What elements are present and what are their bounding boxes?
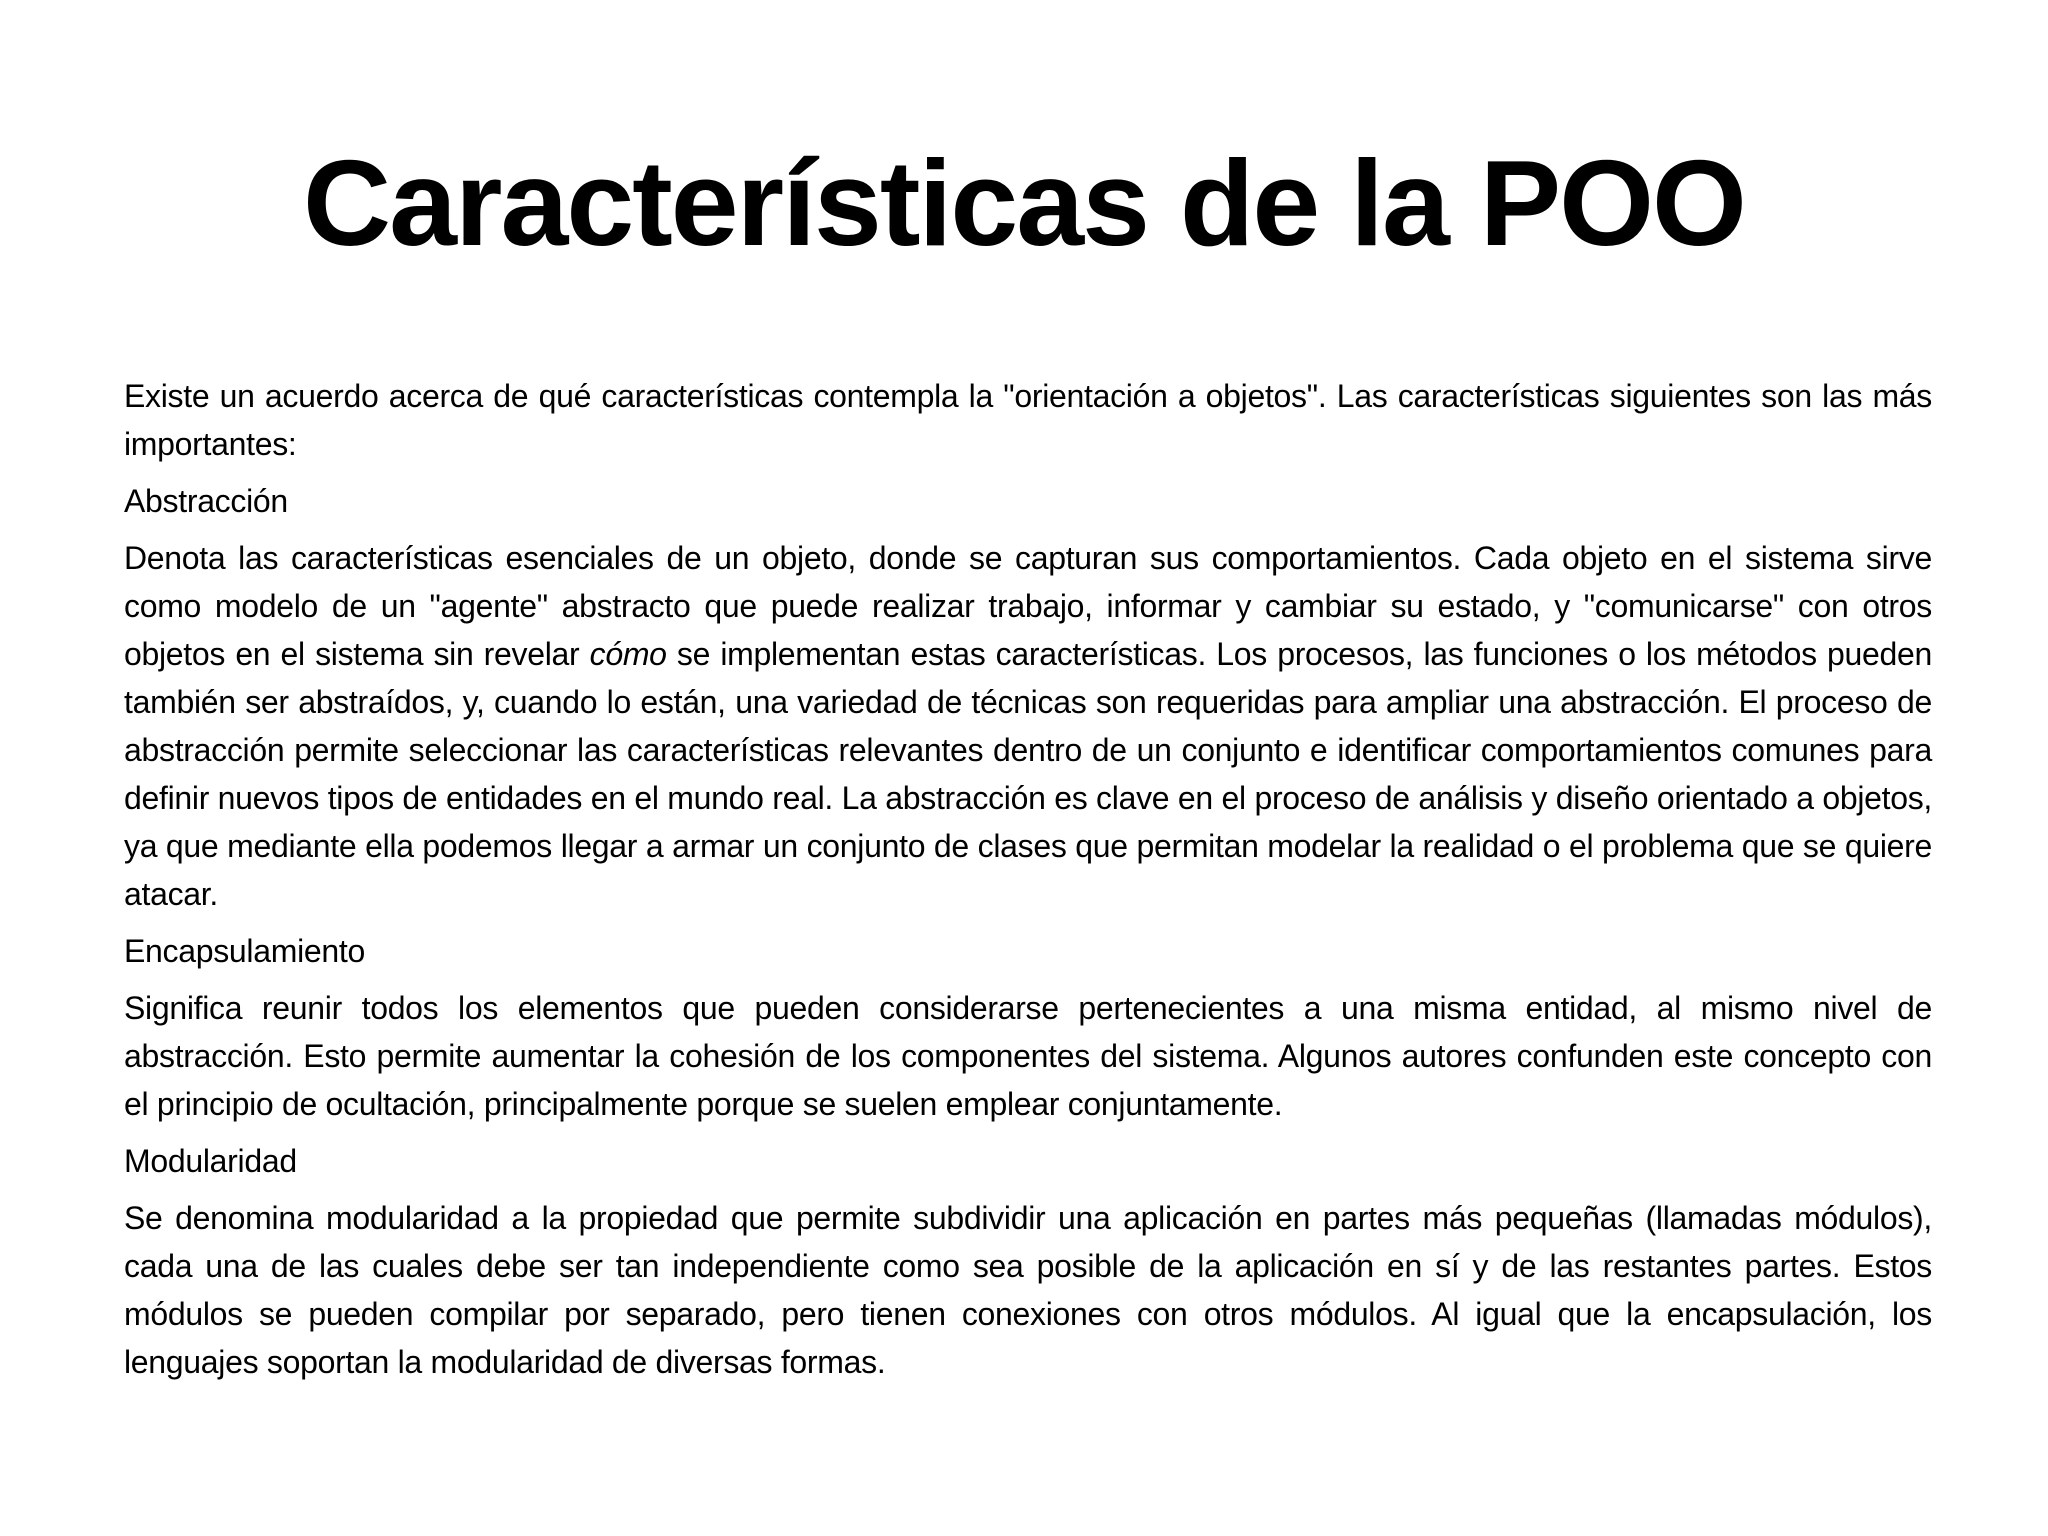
section-heading-abstraccion: Abstracción	[124, 483, 288, 519]
slide-title: Características de la POO	[303, 135, 1745, 271]
abstraccion-italic-word: cómo	[589, 636, 667, 672]
intro-paragraph: Existe un acuerdo acerca de qué características contempla la "orientación a objetos". Las características siguientes son las más importantes:	[124, 378, 1932, 462]
abstraccion-text-part-2: se implementan estas características. Los procesos, las funciones o los métodos pueden también ser abstraídos, y, cuando lo están, una variedad de técnicas son requeridas para ampliar una abstracción. El proceso de abstracción permite seleccionar las características relevantes dentro de un conjunto e identificar comportamientos comunes para definir nuevos tipos de entidades en el mundo real. La abstracción es clave en el proceso de análisis y diseño orientado a objetos, ya que mediante ella podemos llegar a armar un conjunto de clases que permitan modelar la realidad o el problema que se quiere atacar.	[124, 636, 1932, 912]
section-heading-encapsulamiento: Encapsulamiento	[124, 933, 365, 969]
section-heading-modularidad: Modularidad	[124, 1143, 297, 1179]
abstraccion-text-part-1: Denota las características esenciales de un objeto, donde se capturan sus comportamientos. Cada objeto en el sistema sirve como modelo de un "agente" abstracto que puede realizar trabajo, informar y cambiar su estado, y "comunicarse" con otros objetos en el sistema sin revelar	[124, 540, 1932, 672]
section-body-abstraccion	[124, 534, 1932, 918]
section-body-modularidad: Se denomina modularidad a la propiedad que permite subdividir una aplicación en partes más pequeñas (llamadas módulos), cada una de las cuales debe ser tan independiente como sea posible de la aplicación en sí y de las restantes partes. Estos módulos se pueden compilar por separado, pero tienen conexiones con otros módulos. Al igual que la encapsulación, los lenguajes soportan la modularidad de diversas formas.	[124, 1200, 1932, 1380]
slide-body	[124, 372, 1932, 1395]
section-body-encapsulamiento: Significa reunir todos los elementos que pueden considerarse pertenecientes a una misma entidad, al mismo nivel de abstracción. Esto permite aumentar la cohesión de los componentes del sistema. Algunos autores confunden este concepto con el principio de ocultación, principalmente porque se suelen emplear conjuntamente.	[124, 990, 1932, 1122]
